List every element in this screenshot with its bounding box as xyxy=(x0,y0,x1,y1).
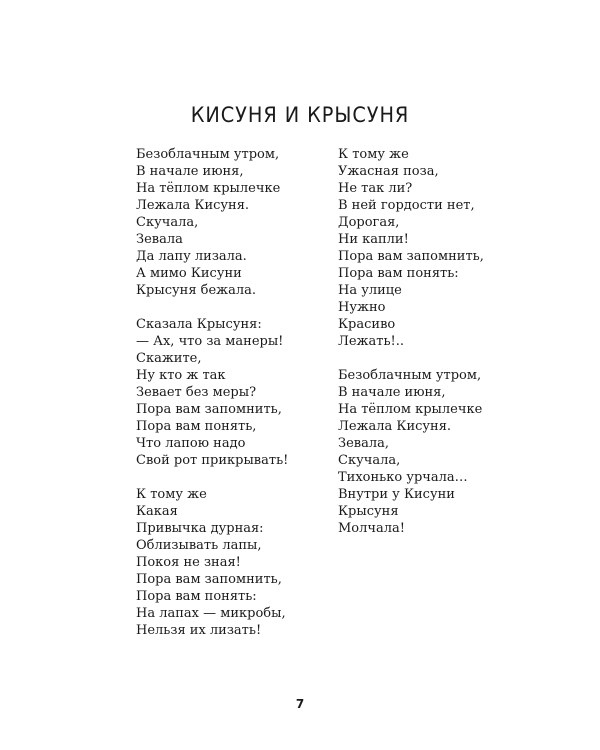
poem-line: Крысуня бежала. xyxy=(136,283,257,298)
poem-line: Привычка дурная: xyxy=(136,521,264,536)
poem-title: КИСУНЯ И КРЫСУНЯ xyxy=(190,103,410,127)
poem-line: Скучала, xyxy=(136,215,199,230)
poem-line: А мимо Кисуни xyxy=(136,266,242,281)
poem-line: Ни капли! xyxy=(338,232,409,247)
poem-line: Молчала! xyxy=(338,521,405,536)
poem-line: Скучала, xyxy=(338,453,401,468)
poem-line: Красиво xyxy=(338,317,396,332)
stanza xyxy=(338,367,484,537)
poem-line: Зевала, xyxy=(338,436,390,451)
poem-line: На тёплом крылечке xyxy=(136,181,281,196)
poem-line: Свой рот прикрывать! xyxy=(136,453,289,468)
poem-line: В начале июня, xyxy=(338,385,446,400)
poem-column-right xyxy=(338,146,484,554)
poem-line: Скажите, xyxy=(136,351,202,366)
poem-line: В ней гордости нет, xyxy=(338,198,475,213)
poem-line: Пора вам понять: xyxy=(338,266,459,281)
stanza xyxy=(136,146,288,299)
poem-line: Покоя не зная! xyxy=(136,555,241,570)
poem-line: Лежала Кисуня. xyxy=(338,419,452,434)
poem-line: Безоблачным утром, xyxy=(136,147,280,162)
poem-line: Какая xyxy=(136,504,178,519)
poem-line: Внутри у Кисуни xyxy=(338,487,455,502)
poem-line: Ну кто ж так xyxy=(136,368,226,383)
poem-line: Ужасная поза, xyxy=(338,164,439,179)
poem-line: Пора вам запомнить, xyxy=(136,572,282,587)
poem-line: На лапах — микробы, xyxy=(136,606,286,621)
poem-line: Не так ли? xyxy=(338,181,413,196)
poem-line: Пора вам запомнить, xyxy=(136,402,282,417)
poem-line: Пора вам понять: xyxy=(136,589,257,604)
poem-column-left xyxy=(136,146,288,656)
poem-line: Нельзя их лизать! xyxy=(136,623,262,638)
stanza xyxy=(136,486,288,639)
stanza xyxy=(338,146,484,350)
poem-line: Нужно xyxy=(338,300,386,315)
stanza xyxy=(136,316,288,469)
poem-line: К тому же xyxy=(338,147,409,162)
poem-line: Пора вам понять, xyxy=(136,419,257,434)
poem-line: К тому же xyxy=(136,487,207,502)
poem-line: Тихонько урчала… xyxy=(338,470,468,485)
poem-line: Пора вам запомнить, xyxy=(338,249,484,264)
poem-line: Зевала xyxy=(136,232,183,247)
poem-line: Лежать!.. xyxy=(338,334,405,349)
poem-line: В начале июня, xyxy=(136,164,244,179)
poem-line: Лежала Кисуня. xyxy=(136,198,250,213)
poem-line: Зевает без меры? xyxy=(136,385,257,400)
poem-line: Да лапу лизала. xyxy=(136,249,247,264)
poem-line: Сказала Крысуня: xyxy=(136,317,262,332)
poem-line: — Ах, что за манеры! xyxy=(136,334,284,349)
page-number: 7 xyxy=(295,697,305,711)
poem-line: Дорогая, xyxy=(338,215,400,230)
poem-line: На тёплом крылечке xyxy=(338,402,483,417)
poem-line: Безоблачным утром, xyxy=(338,368,482,383)
poem-line: Что лапою надо xyxy=(136,436,246,451)
poem-line: На улице xyxy=(338,283,402,298)
poem-line: Облизывать лапы, xyxy=(136,538,262,553)
poem-line: Крысуня xyxy=(338,504,399,519)
